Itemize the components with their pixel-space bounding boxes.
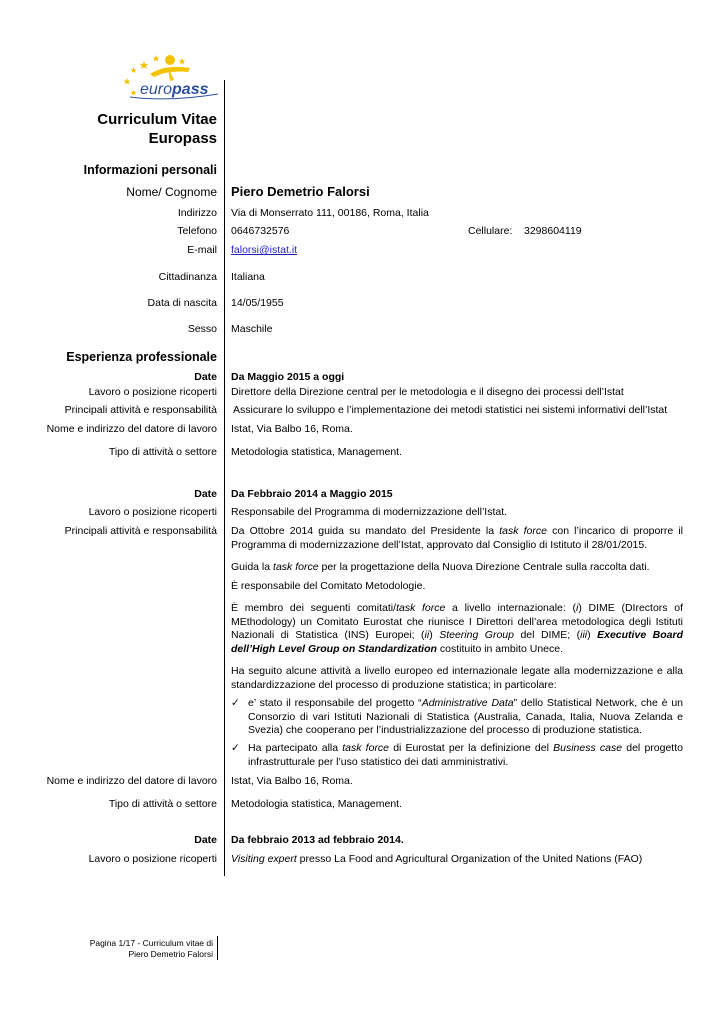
email-label: E-mail <box>187 244 217 256</box>
job2-paragraph-2: Guida la task force per la progettazione della Nuova Direzione Centrale sulla raccolta dati. <box>231 561 650 573</box>
footer-line2: Piero Demetrio Falorsi <box>128 949 213 959</box>
email-link[interactable]: falorsi@istat.it <box>231 244 298 256</box>
name-label: Nome/ Cognome <box>126 185 217 199</box>
page-footer <box>90 938 213 960</box>
job2-bullet-1: ✓ e’ stato il responsabile del progetto “Administrative Data” dello Statistical Network, che è un Consorzio di vari Istituti Nazionali di Statistica (Australia, Canada, Italia, Nuova Zelanda e Svezia) che cooperano per l’industrializzazione del processo di produzione statistica. <box>231 697 683 736</box>
job2-sector-label: Tipo di attività o settore <box>108 798 217 810</box>
name-value: Piero Demetrio Falorsi <box>231 184 370 199</box>
cv-title-line2: Europass <box>148 130 217 147</box>
experience-heading: Esperienza professionale <box>66 350 217 364</box>
job1-activities: Assicurare lo sviluppo e l’implementazione dei metodi statistici nei sistemi informativi dell’Istat <box>233 404 668 416</box>
job2-date: Da Febbraio 2014 a Maggio 2015 <box>231 488 393 500</box>
job2-role: Responsabile del Programma di modernizzazione dell’Istat. <box>231 506 508 518</box>
job2-role-label: Lavoro o posizione ricoperti <box>88 506 217 518</box>
sex-label: Sesso <box>187 323 217 335</box>
job3-date-label: Date <box>194 834 217 846</box>
job2-paragraph-4: È membro dei seguenti comitati/task force a livello internazionale: (i) DIME (DIrectors of MEthodology) un Comitato Eurostat che riunisce I Direttori dell’area metodologica degli Istituti Nazionali di Statistica (INS) Europei; (ii) Steering Group del DIME; (iii) Executive Board dell’High Level Group on Standardization costituito in ambito Unece. <box>231 602 683 655</box>
birth-value: 14/05/1955 <box>231 297 284 309</box>
checkmark-icon: ✓ <box>231 742 240 754</box>
job2-paragraph-3: È responsabile del Comitato Metodologie. <box>231 580 426 592</box>
checkmark-icon: ✓ <box>231 697 240 709</box>
europass-logo <box>120 50 220 102</box>
sex-value: Maschile <box>231 323 273 335</box>
job1-employer: Istat, Via Balbo 16, Roma. <box>231 423 353 435</box>
job1-employer-label: Nome e indirizzo del datore di lavoro <box>46 423 217 435</box>
job2-employer: Istat, Via Balbo 16, Roma. <box>231 775 353 787</box>
mobile-value: 3298604119 <box>524 225 582 237</box>
svg-text:europass: europass <box>140 81 209 98</box>
job1-date-label: Date <box>194 371 217 383</box>
job3-role: Visiting expert presso La Food and Agricultural Organization of the United Nations (FAO) <box>231 853 643 865</box>
job3-date: Da febbraio 2013 ad febbraio 2014. <box>231 834 404 846</box>
cv-title <box>97 110 217 148</box>
mobile-label: Cellulare: <box>468 225 513 237</box>
job2-bullet-2: ✓ Ha partecipato alla task force di Eurostat per la definizione del Business case del progetto infrastrutturale per l’uso statistico dei dati amministrativi. <box>231 742 683 768</box>
address-label: Indirizzo <box>177 207 217 219</box>
job1-sector: Metodologia statistica, Management. <box>231 446 403 458</box>
job2-paragraph-5: Ha seguito alcune attività a livello europeo ed internazionale legate alla modernizzazione e alla standardizzazione del processo di produzione statistica; in particolare: <box>231 665 683 691</box>
job1-role-label: Lavoro o posizione ricoperti <box>88 386 217 398</box>
job2-date-label: Date <box>194 488 217 500</box>
job2-paragraph-1: Da Ottobre 2014 guida su mandato del Presidente la task force con l’incarico di proporre il Programma di modernizzazione dell’Istat, approvato dal Consiglio di Istituto il 28/01/2015. <box>231 525 684 551</box>
footer-line1: Pagina 1/17 - Curriculum vitae di <box>89 938 213 948</box>
job1-activities-label: Principali attività e responsabilità <box>64 404 217 416</box>
job1-role: Direttore della Direzione central per le metodologia e il disegno dei processi dell’Istat <box>231 386 624 398</box>
cv-title-line1: Curriculum Vitae <box>97 111 217 128</box>
citizenship-label: Cittadinanza <box>158 271 217 283</box>
phone-value: 0646732576 <box>231 225 290 237</box>
europass-logo-icon <box>120 50 220 102</box>
personal-info-heading: Informazioni personali <box>83 163 217 177</box>
phone-label: Telefono <box>177 225 217 237</box>
job2-sector: Metodologia statistica, Management. <box>231 798 403 810</box>
job2-activities-label: Principali attività e responsabilità <box>64 525 217 537</box>
job1-sector-label: Tipo di attività o settore <box>108 446 217 458</box>
job3-role-label: Lavoro o posizione ricoperti <box>88 853 217 865</box>
job1-date: Da Maggio 2015 a oggi <box>231 371 345 383</box>
footer-divider <box>217 936 218 960</box>
citizenship-value: Italiana <box>231 271 265 283</box>
address-value: Via di Monserrato 111, 00186, Roma, Italia <box>231 207 429 219</box>
birth-label: Data di nascita <box>147 297 217 309</box>
column-divider <box>224 80 225 876</box>
job2-employer-label: Nome e indirizzo del datore di lavoro <box>46 775 217 787</box>
